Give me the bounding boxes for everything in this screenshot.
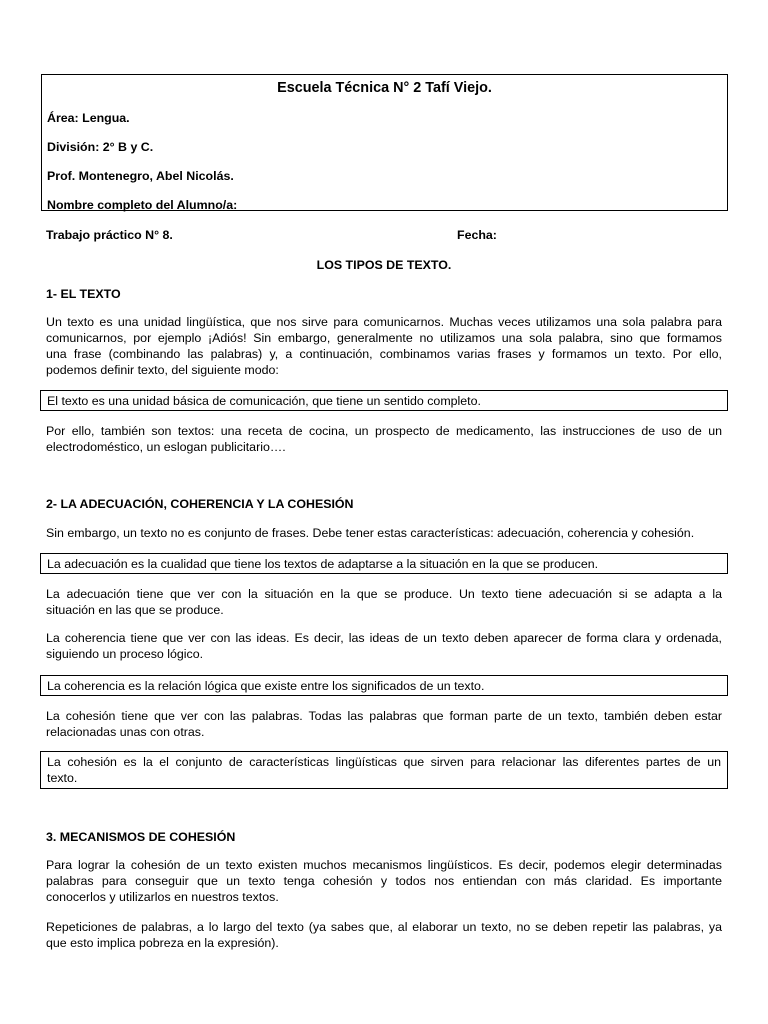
section-heading-text: 1- EL TEXTO	[46, 287, 121, 301]
header-box	[41, 74, 728, 211]
area-line: Área: Lengua.	[47, 111, 130, 125]
text-line: situación en las que se produce.	[46, 603, 224, 617]
text-line: La coherencia tiene que ver con las ideas. Es decir, las ideas de un texto deben aparecer de forma clara y ordenada,	[46, 631, 722, 645]
definition-box-coherence	[40, 675, 728, 696]
definition-box-text	[40, 390, 728, 411]
text-line: Un texto es una unidad lingüística, que nos sirve para comunicarnos. Muchas veces utilizamos una sola palabra para	[46, 315, 722, 329]
coherence-paragraph	[46, 630, 722, 662]
text-line: podemos definir texto, del siguiente modo:	[46, 363, 279, 377]
student-name-line: Nombre completo del Alumno/a:	[47, 198, 238, 212]
section-heading-adequacy: 2- LA ADECUACIÓN, COHERENCIA Y LA COHESIÓN	[46, 497, 354, 511]
text-line: que esto implica pobreza en la expresión).	[46, 936, 279, 950]
text-line: conocerlos y utilizarlos en nuestros textos.	[46, 890, 279, 904]
text-line: palabras para conseguir que un texto tenga cohesión y todos nos entiendan con más claridad. Es importante	[46, 874, 722, 888]
section-heading-mechanisms: 3. MECANISMOS DE COHESIÓN	[46, 830, 236, 844]
school-name: Escuela Técnica N° 2 Tafí Viejo.	[277, 80, 492, 96]
text-line: Para lograr la cohesión de un texto existen muchos mecanismos lingüísticos. Es decir, podemos elegir determinadas	[46, 858, 722, 872]
definition-box-adequacy	[40, 553, 728, 574]
adequacy-paragraph	[46, 586, 722, 618]
text-line: siguiendo un proceso lógico.	[46, 647, 204, 661]
definition-text: La cohesión es la el conjunto de características lingüísticas que sirven para relacionar las diferentes partes de un	[47, 755, 721, 769]
division-line: División: 2° B y C.	[47, 140, 154, 154]
definition-text: El texto es una unidad básica de comunicación, que tiene un sentido completo.	[47, 394, 481, 408]
text-line: La cohesión tiene que ver con las palabras. Todas las palabras que forman parte de un texto, también deben estar	[46, 709, 722, 723]
text-line: una frase (combinando las palabras) y, a continuación, combinamos varias frases y formamos un texto. Por ello,	[46, 347, 722, 361]
text-line: Sin embargo, un texto no es conjunto de frases. Debe tener estas características: adecuación, coherencia y cohesión.	[46, 526, 695, 540]
mechanisms-paragraph	[46, 857, 722, 905]
repetition-paragraph	[46, 919, 722, 951]
definition-box-cohesion	[40, 751, 728, 789]
text-line: La adecuación tiene que ver con la situación en la que se produce. Un texto tiene adecuación si se adapta a la	[46, 587, 722, 601]
text-line: comunicarnos, por ejemplo ¡Adiós! Sin embargo, generalmente no utilizamos una sola palabra, sino que formamos	[46, 331, 722, 345]
text-line: relacionadas unas con otras.	[46, 725, 205, 739]
definition-text: La coherencia es la relación lógica que existe entre los significados de un texto.	[47, 679, 485, 693]
definition-text: texto.	[47, 771, 78, 785]
text-line: Repeticiones de palabras, a lo largo del texto (ya sabes que, al elaborar un texto, no se deben repetir las palabras, ya	[46, 920, 722, 934]
practice-number: Trabajo práctico N° 8.	[46, 228, 173, 242]
cohesion-paragraph	[46, 708, 722, 740]
text-line: electrodoméstico, un eslogan publicitario….	[46, 440, 286, 454]
section1-paragraph	[46, 314, 722, 378]
page-title: LOS TIPOS DE TEXTO.	[316, 258, 452, 272]
examples-paragraph	[46, 423, 722, 455]
text-line: Por ello, también son textos: una receta de cocina, un prospecto de medicamento, las instrucciones de uso de un	[46, 424, 722, 438]
definition-text: La adecuación es la cualidad que tiene los textos de adaptarse a la situación en la que se producen.	[47, 557, 599, 571]
section2-intro	[46, 525, 722, 541]
professor-line: Prof. Montenegro, Abel Nicolás.	[47, 169, 234, 183]
date-label: Fecha:	[457, 228, 497, 242]
